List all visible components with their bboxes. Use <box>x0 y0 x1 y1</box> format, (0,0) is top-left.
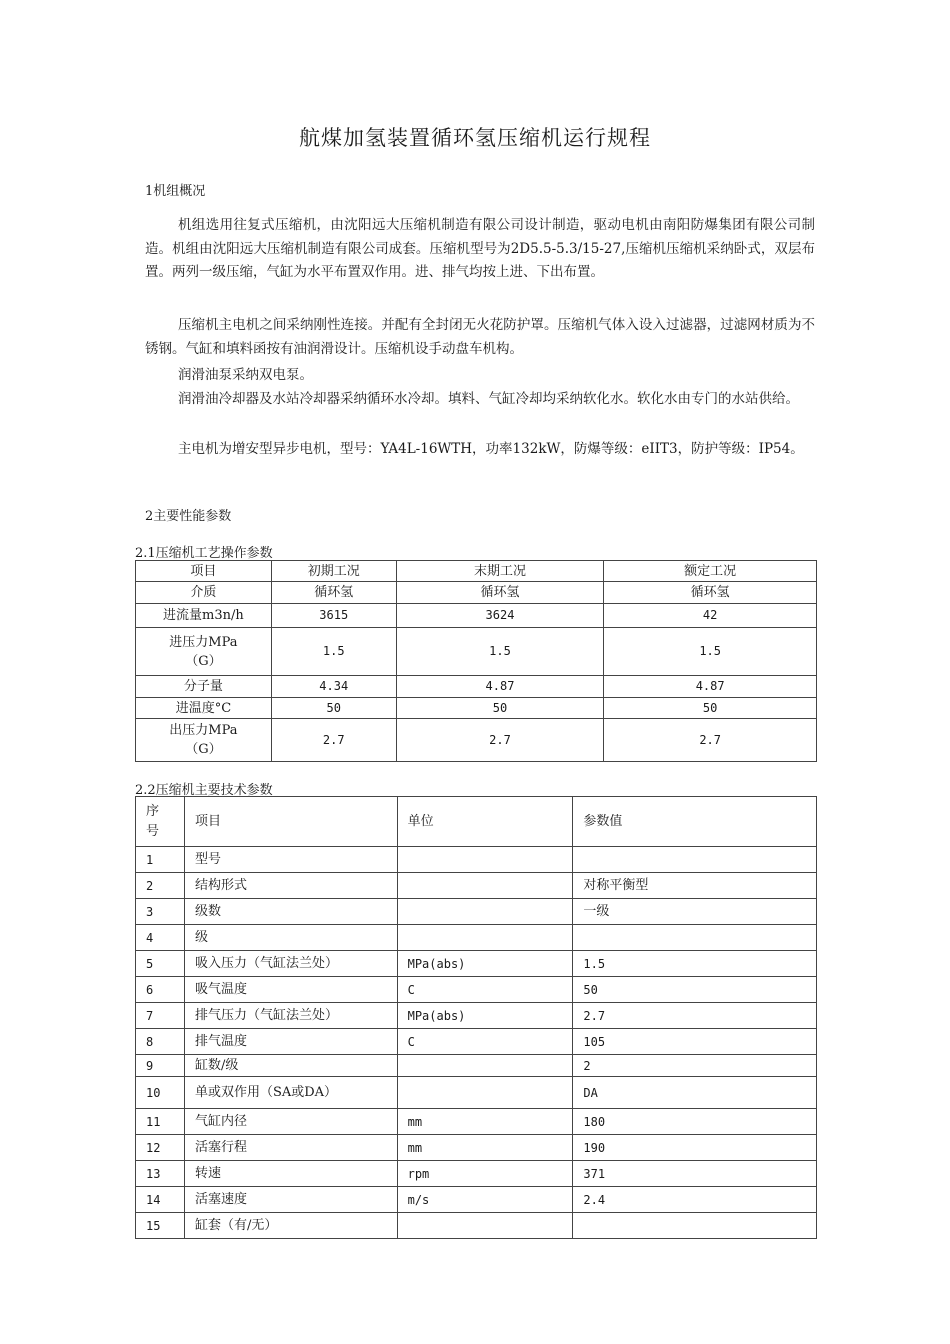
table-cell: rpm <box>397 1161 573 1187</box>
table-cell: 6 <box>136 977 185 1003</box>
table-cell: 3 <box>136 899 185 925</box>
table-row <box>136 628 817 676</box>
table-cell: 42 <box>604 604 817 628</box>
section-2-heading: 2主要性能参数 <box>145 509 232 524</box>
table-cell: 1.5 <box>573 951 817 977</box>
table-cell <box>397 1055 573 1077</box>
table-cell: 50 <box>573 977 817 1003</box>
table-header-row <box>136 561 817 582</box>
table-row <box>136 951 817 977</box>
table-cell: 进压力MPa （G） <box>136 628 272 676</box>
table-cell: 8 <box>136 1029 185 1055</box>
header-cell: 单位 <box>397 797 573 847</box>
table-cell <box>397 1213 573 1239</box>
table-cell: 气缸内径 <box>184 1109 397 1135</box>
technical-parameters-table <box>135 796 817 1239</box>
table-cell: 2.7 <box>271 719 396 762</box>
table-cell: 12 <box>136 1135 185 1161</box>
table-row <box>136 1213 817 1239</box>
table-cell: 级 <box>184 925 397 951</box>
table-cell: 单或双作用（SA或DA） <box>184 1077 397 1109</box>
table-cell <box>573 925 817 951</box>
table-cell <box>573 1213 817 1239</box>
table-cell: 3624 <box>396 604 604 628</box>
process-parameters-table <box>135 560 817 762</box>
table-row <box>136 1135 817 1161</box>
table-cell: 4 <box>136 925 185 951</box>
table-cell: 1.5 <box>604 628 817 676</box>
table-cell <box>573 847 817 873</box>
table-cell: 缸数/级 <box>184 1055 397 1077</box>
table-cell: 180 <box>573 1109 817 1135</box>
table-cell: 一级 <box>573 899 817 925</box>
table-cell: 分子量 <box>136 676 272 698</box>
table-cell: 进流量m3n/h <box>136 604 272 628</box>
table-cell: 4.87 <box>396 676 604 698</box>
table-row <box>136 847 817 873</box>
table-header-row <box>136 797 817 847</box>
paragraph-4: 润滑油冷却器及水站冷却器采纳循环水冷却。填料、气缸冷却均采纳软化水。软化水由专门的水站供给。 <box>178 391 799 407</box>
header-cell: 末期工况 <box>396 561 604 582</box>
paragraph-1: 机组选用往复式压缩机，由沈阳远大压缩机制造有限公司设计制造，驱动电机由南阳防爆集团有限公司制造。机组由沈阳远大压缩机制造有限公司成套。压缩机型号为2D5.5-5.3/15-27,压缩机压缩机采纳卧式，双层布置。两列一级压缩，气缸为水平布置双作用。进、排气均按上进、下出布置。 <box>145 217 815 280</box>
table-cell: 5 <box>136 951 185 977</box>
table-cell: mm <box>397 1135 573 1161</box>
table-row <box>136 1003 817 1029</box>
table-cell: 2 <box>136 873 185 899</box>
table-cell: m/s <box>397 1187 573 1213</box>
paragraph-3: 润滑油泵采纳双电泵。 <box>178 367 313 383</box>
table-cell: 结构形式 <box>184 873 397 899</box>
table-cell: 50 <box>604 698 817 719</box>
table-cell: 活塞行程 <box>184 1135 397 1161</box>
table-cell: 190 <box>573 1135 817 1161</box>
header-cell: 参数值 <box>573 797 817 847</box>
header-cell: 额定工况 <box>604 561 817 582</box>
table-cell: 出压力MPa （G） <box>136 719 272 762</box>
table-cell: 13 <box>136 1161 185 1187</box>
table-cell: 2.7 <box>604 719 817 762</box>
table-cell: 2.7 <box>573 1003 817 1029</box>
table-row <box>136 604 817 628</box>
table-row <box>136 582 817 604</box>
table-cell <box>397 847 573 873</box>
table-cell: 型号 <box>184 847 397 873</box>
table-cell: mm <box>397 1109 573 1135</box>
table-row <box>136 873 817 899</box>
header-cell: 项目 <box>184 797 397 847</box>
table-row <box>136 925 817 951</box>
table-cell: 105 <box>573 1029 817 1055</box>
table-cell <box>397 873 573 899</box>
table-cell: 循环氢 <box>271 582 396 604</box>
table-row <box>136 676 817 698</box>
table-cell: 吸入压力（气缸法兰处） <box>184 951 397 977</box>
table-row <box>136 977 817 1003</box>
table-cell: 371 <box>573 1161 817 1187</box>
table-cell: 50 <box>271 698 396 719</box>
subsection-2-1-heading: 2.1压缩机工艺操作参数 <box>135 546 273 561</box>
header-cell: 初期工况 <box>271 561 396 582</box>
table-cell: C <box>397 1029 573 1055</box>
table-cell: 14 <box>136 1187 185 1213</box>
table-cell: 缸套（有/无） <box>184 1213 397 1239</box>
table-cell: C <box>397 977 573 1003</box>
table-cell: 1 <box>136 847 185 873</box>
table-cell <box>397 925 573 951</box>
table-cell: 对称平衡型 <box>573 873 817 899</box>
table-cell: MPa(abs) <box>397 1003 573 1029</box>
table-cell: 吸气温度 <box>184 977 397 1003</box>
table-cell: 3615 <box>271 604 396 628</box>
table-cell: DA <box>573 1077 817 1109</box>
document-title: 航煤加氢装置循环氢压缩机运行规程 <box>299 126 651 150</box>
table-row <box>136 899 817 925</box>
table-cell: 1.5 <box>396 628 604 676</box>
table-cell: 2.7 <box>396 719 604 762</box>
table-cell: 11 <box>136 1109 185 1135</box>
paragraph-2: 压缩机主电机之间采纳刚性连接。并配有全封闭无火花防护罩。压缩机气体入设入过滤器，过滤网材质为不锈钢。气缸和填料函按有油润滑设计。压缩机设手动盘车机构。 <box>145 317 815 357</box>
table-cell: 1.5 <box>271 628 396 676</box>
table-cell: 介质 <box>136 582 272 604</box>
table-cell: 循环氢 <box>396 582 604 604</box>
table-cell: 4.34 <box>271 676 396 698</box>
table-cell <box>397 899 573 925</box>
table-row <box>136 719 817 762</box>
table-cell: 进温度°C <box>136 698 272 719</box>
table-cell: 循环氢 <box>604 582 817 604</box>
table-cell: 级数 <box>184 899 397 925</box>
table-cell: 排气温度 <box>184 1029 397 1055</box>
table-row <box>136 1055 817 1077</box>
paragraph-5: 主电机为增安型异步电机，型号：YA4L-16WTH，功率132kW，防爆等级：eIIT3，防护等级：IP54。 <box>178 441 804 457</box>
table-row <box>136 1029 817 1055</box>
table-cell: 活塞速度 <box>184 1187 397 1213</box>
table-cell: MPa(abs) <box>397 951 573 977</box>
section-1-heading: 1机组概况 <box>145 184 206 199</box>
header-cell: 序 号 <box>136 797 185 847</box>
table-cell: 15 <box>136 1213 185 1239</box>
table-cell <box>397 1077 573 1109</box>
table-cell: 7 <box>136 1003 185 1029</box>
table-row <box>136 1187 817 1213</box>
table-row <box>136 1161 817 1187</box>
table-row <box>136 1077 817 1109</box>
table-cell: 2.4 <box>573 1187 817 1213</box>
header-cell: 项目 <box>136 561 272 582</box>
table-cell: 排气压力（气缸法兰处） <box>184 1003 397 1029</box>
table-cell: 4.87 <box>604 676 817 698</box>
table-cell: 10 <box>136 1077 185 1109</box>
table-cell: 转速 <box>184 1161 397 1187</box>
table-cell: 2 <box>573 1055 817 1077</box>
table-cell: 50 <box>396 698 604 719</box>
table-row <box>136 698 817 719</box>
table-row <box>136 1109 817 1135</box>
table-cell: 9 <box>136 1055 185 1077</box>
subsection-2-2-heading: 2.2压缩机主要技术参数 <box>135 783 273 798</box>
